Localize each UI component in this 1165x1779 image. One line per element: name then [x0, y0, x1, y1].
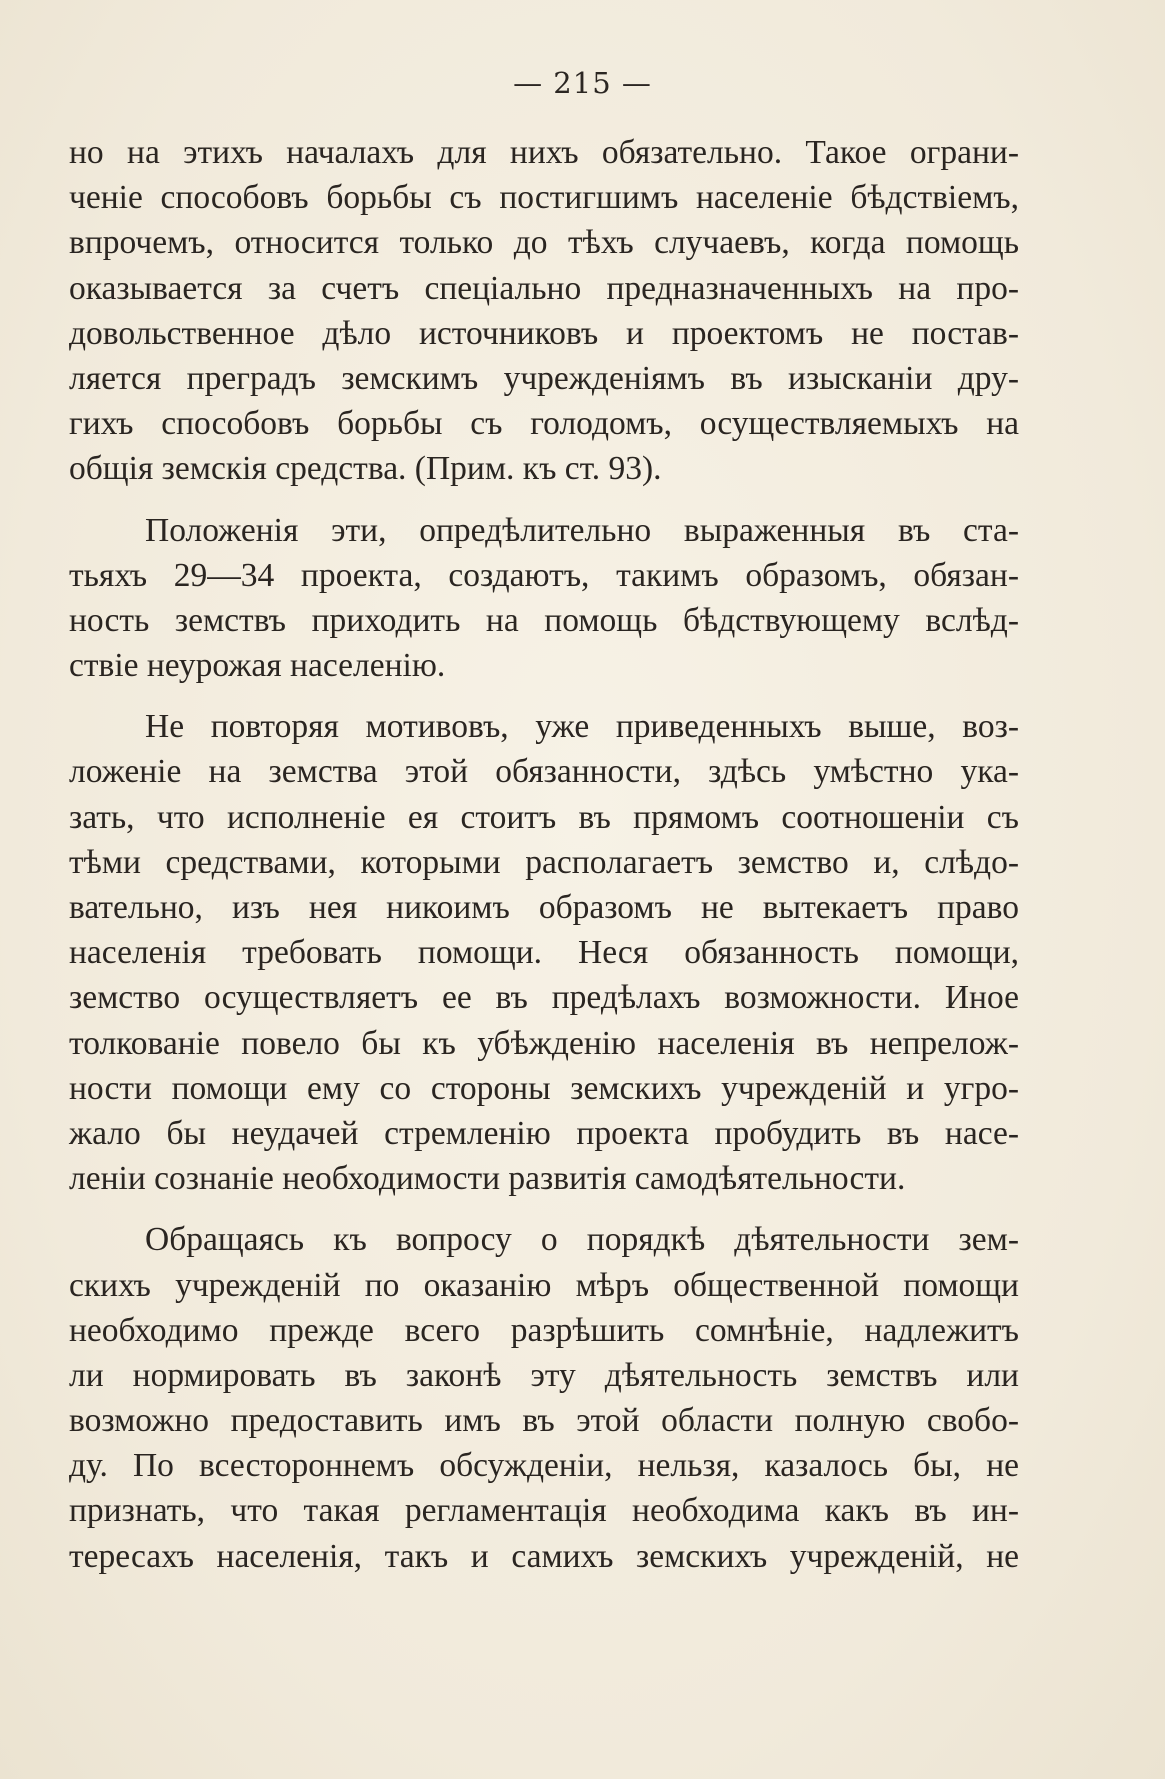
text-line: необходимо прежде всего разрѣшить сомнѣніе, надлежитъ — [69, 1311, 1019, 1349]
text-line: тересахъ населенія, такъ и самихъ земскихъ учрежденій, не — [69, 1537, 1019, 1575]
text-line: вательно, изъ нея никоимъ образомъ не вытекаетъ право — [69, 889, 1019, 926]
paragraph-2 — [69, 508, 1019, 689]
text-line: впрочемъ, относится только до тѣхъ случаевъ, когда помощь — [69, 224, 1019, 262]
text-line: Положенія эти, опредѣлительно выраженныя въ ста- — [145, 511, 1019, 549]
text-line: возможно предоставить имъ въ этой области полную свобо- — [69, 1402, 1019, 1440]
text-line: довольственное дѣло источниковъ и проектомъ не постав- — [69, 314, 1019, 352]
text-line: Не повторяя мотивовъ, уже приведенныхъ выше, воз- — [145, 708, 1019, 746]
text-line: ность земствъ приходить на помощь бѣдствующему вслѣд- — [69, 601, 1019, 639]
text-line: леніи сознаніе необходимости развитія самодѣятельности. — [69, 1160, 906, 1198]
text-line: ченіе способовъ борьбы съ постигшимъ населеніе бѣдствіемъ, — [69, 179, 1019, 217]
text-line: скихъ учрежденій по оказанію мѣръ общественной помощи — [69, 1266, 1019, 1304]
text-line: ляется преградъ земскимъ учрежденіямъ въ изысканіи дру- — [69, 359, 1019, 397]
text-line: гихъ способовъ борьбы съ голодомъ, осуществляемыхъ на — [69, 405, 1019, 443]
text-line: признать, что такая регламентація необходима какъ въ ин- — [69, 1492, 1019, 1530]
text-line: общія земскія средства. (Прим. къ ст. 93). — [69, 450, 662, 488]
text-line: зать, что исполненіе ея стоитъ въ прямомъ соотношеніи съ — [69, 798, 1019, 836]
text-line: ли нормировать въ законѣ эту дѣятельность земствъ или — [69, 1356, 1019, 1394]
text-line: ности помощи ему со стороны земскихъ учрежденій и угро- — [69, 1069, 1019, 1107]
text-line: Обращаясь къ вопросу о порядкѣ дѣятельности зем- — [145, 1221, 1019, 1259]
text-line: оказывается за счетъ спеціально предназначенныхъ на про- — [69, 269, 1019, 307]
text-line: тѣми средствами, которыми располагаетъ земство и, слѣдо- — [69, 843, 1019, 881]
text-line: земство осуществляетъ ее въ предѣлахъ возможности. Иное — [69, 979, 1019, 1017]
text-line: населенія требовать помощи. Неся обязанность помощи, — [69, 934, 1019, 972]
paragraph-4 — [69, 1217, 1019, 1579]
text-line: ствіе неурожая населенію. — [69, 647, 446, 685]
text-line: но на этихъ началахъ для нихъ обязательно. Такое ограни- — [69, 134, 1019, 171]
text-line: толкованіе повело бы къ убѣжденію населенія въ непрелож- — [69, 1024, 1019, 1062]
text-line: ду. По всестороннемъ обсужденіи, нельзя, казалось бы, не — [69, 1447, 1019, 1485]
paragraph-1 — [69, 130, 1019, 492]
body-text — [69, 130, 1019, 1579]
text-line: тьяхъ 29—34 проекта, создаютъ, такимъ образомъ, обязан- — [69, 556, 1019, 594]
paragraph-3 — [69, 704, 1019, 1201]
text-line: жало бы неудачей стремленію проекта пробудить въ насе- — [69, 1114, 1019, 1152]
page-number: — 215 — — [513, 66, 652, 100]
text-line: ложеніе на земства этой обязанности, здѣсь умѣстно ука- — [69, 753, 1019, 791]
